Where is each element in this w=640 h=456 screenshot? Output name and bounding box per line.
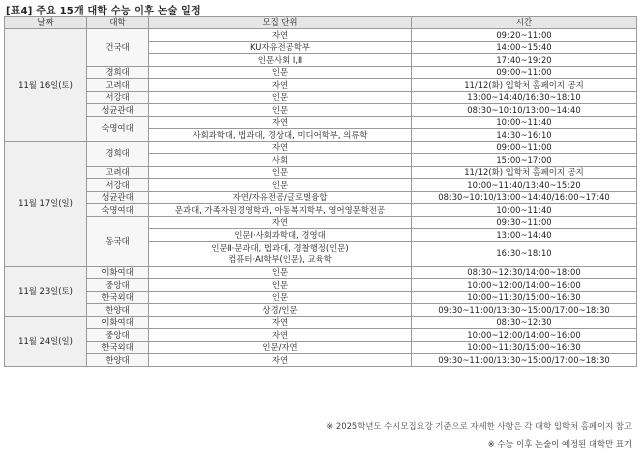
- table-row: [5, 166, 637, 179]
- university-cell: 건국대: [87, 29, 149, 67]
- time-cell: 10:00~11:40/13:40~15:20: [412, 179, 637, 192]
- time-cell: 08:30~12:30: [412, 316, 637, 329]
- university-cell: 성균관대: [87, 104, 149, 117]
- table-row: [5, 316, 637, 329]
- header-time: 시간: [412, 17, 637, 29]
- table-row: [5, 266, 637, 279]
- time-cell: 16:30~18:10: [412, 241, 637, 266]
- unit-cell: 자연: [149, 79, 412, 92]
- table-row: [5, 191, 637, 204]
- unit-cell: 인문: [149, 279, 412, 292]
- unit-cell: 인문: [149, 104, 412, 117]
- unit-cell: 인문: [149, 179, 412, 192]
- university-cell: 이화여대: [87, 266, 149, 279]
- table-row: [5, 104, 637, 117]
- table-row: [5, 91, 637, 104]
- university-cell: 한양대: [87, 304, 149, 317]
- time-cell: 09:20~11:00: [412, 29, 637, 42]
- unit-cell: 사회과학대, 법과대, 경상대, 미디어학부, 의류학: [149, 129, 412, 142]
- unit-cell: 자연: [149, 329, 412, 342]
- time-cell: 10:00~12:00/14:00~16:00: [412, 329, 637, 342]
- unit-cell: [149, 241, 412, 266]
- unit-cell: 상경/인문: [149, 304, 412, 317]
- time-cell: 13:00~14:40/16:30~18:10: [412, 91, 637, 104]
- university-cell: 숙명여대: [87, 204, 149, 217]
- time-cell: 11/12(화) 입학처 홈페이지 공지: [412, 79, 637, 92]
- university-cell: 고려대: [87, 79, 149, 92]
- time-cell: 14:00~15:40: [412, 41, 637, 54]
- unit-cell: 인문: [149, 266, 412, 279]
- unit-cell: 인문: [149, 291, 412, 304]
- unit-cell: 자연: [149, 29, 412, 42]
- time-cell: 11/12(화) 입학처 홈페이지 공지: [412, 166, 637, 179]
- university-cell: 경희대: [87, 141, 149, 166]
- unit-cell: 문과대, 가족자원경영학과, 아동복지학부, 영어영문학전공: [149, 204, 412, 217]
- unit-cell: 자연/자유전공/글로벌융합: [149, 191, 412, 204]
- time-cell: 08:30~10:10/13:00~14:40/16:00~17:40: [412, 191, 637, 204]
- header-date: 날짜: [5, 17, 87, 29]
- university-cell: 경희대: [87, 66, 149, 79]
- time-cell: 09:00~11:00: [412, 66, 637, 79]
- schedule-table: [4, 16, 637, 367]
- university-cell: 중앙대: [87, 279, 149, 292]
- date-cell: 11월 17일(일): [5, 141, 87, 266]
- time-cell: 10:00~11:30/15:00~16:30: [412, 291, 637, 304]
- unit-cell: 인문: [149, 166, 412, 179]
- time-cell: 09:30~11:00/13:30~15:00/17:00~18:30: [412, 304, 637, 317]
- university-cell: 서강대: [87, 179, 149, 192]
- unit-cell: 인문Ⅰ·사회과학대, 경영대: [149, 229, 412, 242]
- time-cell: 14:30~16:10: [412, 129, 637, 142]
- university-cell: 중앙대: [87, 329, 149, 342]
- unit-cell: 자연: [149, 116, 412, 129]
- table-row: [5, 116, 637, 129]
- footnote-scope: ※ 수능 이후 논술이 예정된 대학만 표기: [487, 439, 632, 449]
- university-cell: 한양대: [87, 354, 149, 367]
- unit-cell: 인문/자연: [149, 341, 412, 354]
- unit-cell: 사회: [149, 154, 412, 167]
- unit-cell: KU자유전공학부: [149, 41, 412, 54]
- table-row: [5, 304, 637, 317]
- time-cell: 10:00~11:40: [412, 116, 637, 129]
- table-row: [5, 79, 637, 92]
- table-row: [5, 291, 637, 304]
- unit-cell: 자연: [149, 316, 412, 329]
- table-row: [5, 341, 637, 354]
- date-cell: 11월 16일(토): [5, 29, 87, 142]
- time-cell: 09:00~11:00: [412, 141, 637, 154]
- time-cell: 10:00~11:40: [412, 204, 637, 217]
- table-row: [5, 279, 637, 292]
- table-row: [5, 29, 637, 42]
- time-cell: 17:40~19:20: [412, 54, 637, 67]
- header-university: 대학: [87, 17, 149, 29]
- time-cell: 10:00~11:30/15:00~16:30: [412, 341, 637, 354]
- unit-cell: 인문: [149, 91, 412, 104]
- unit-cell: 자연: [149, 354, 412, 367]
- table-row: [5, 216, 637, 229]
- university-cell: 한국외대: [87, 291, 149, 304]
- header-unit: 모집 단위: [149, 17, 412, 29]
- unit-cell: 인문사회 Ⅰ,Ⅱ: [149, 54, 412, 67]
- time-cell: 10:00~12:00/14:00~16:00: [412, 279, 637, 292]
- university-cell: 동국대: [87, 216, 149, 266]
- time-cell: 08:30~12:30/14:00~18:00: [412, 266, 637, 279]
- unit-cell: 인문: [149, 66, 412, 79]
- date-cell: 11월 23일(토): [5, 266, 87, 316]
- time-cell: 09:30~11:00: [412, 216, 637, 229]
- time-cell: 08:30~10:10/13:00~14:40: [412, 104, 637, 117]
- time-cell: 09:30~11:00/13:30~15:00/17:00~18:30: [412, 354, 637, 367]
- university-cell: 숙명여대: [87, 116, 149, 141]
- university-cell: 서강대: [87, 91, 149, 104]
- table-row: [5, 354, 637, 367]
- table-row: [5, 141, 637, 154]
- table-row: [5, 329, 637, 342]
- unit-cell: 자연: [149, 216, 412, 229]
- university-cell: 성균관대: [87, 191, 149, 204]
- table-row: [5, 204, 637, 217]
- university-cell: 한국외대: [87, 341, 149, 354]
- table-row: [5, 66, 637, 79]
- footnote-source: ※ 2025학년도 수시모집요강 기준으로 자세한 사항은 각 대학 입학처 홈페이지 참고: [326, 421, 632, 431]
- table-row: [5, 179, 637, 192]
- university-cell: 고려대: [87, 166, 149, 179]
- table-header-row: [5, 17, 637, 29]
- table-title: [표4] 주요 15개 대학 수능 이후 논술 일정: [6, 6, 201, 17]
- date-cell: 11월 24일(일): [5, 316, 87, 366]
- time-cell: 15:00~17:00: [412, 154, 637, 167]
- unit-cell: 자연: [149, 141, 412, 154]
- university-cell: 이화여대: [87, 316, 149, 329]
- unit-line-1: 인문Ⅱ·문과대, 법과대, 경찰행정(인문): [211, 243, 349, 253]
- unit-line-2: 컴퓨터·AI학부(인문), 교육학: [228, 253, 332, 264]
- time-cell: 13:00~14:40: [412, 229, 637, 242]
